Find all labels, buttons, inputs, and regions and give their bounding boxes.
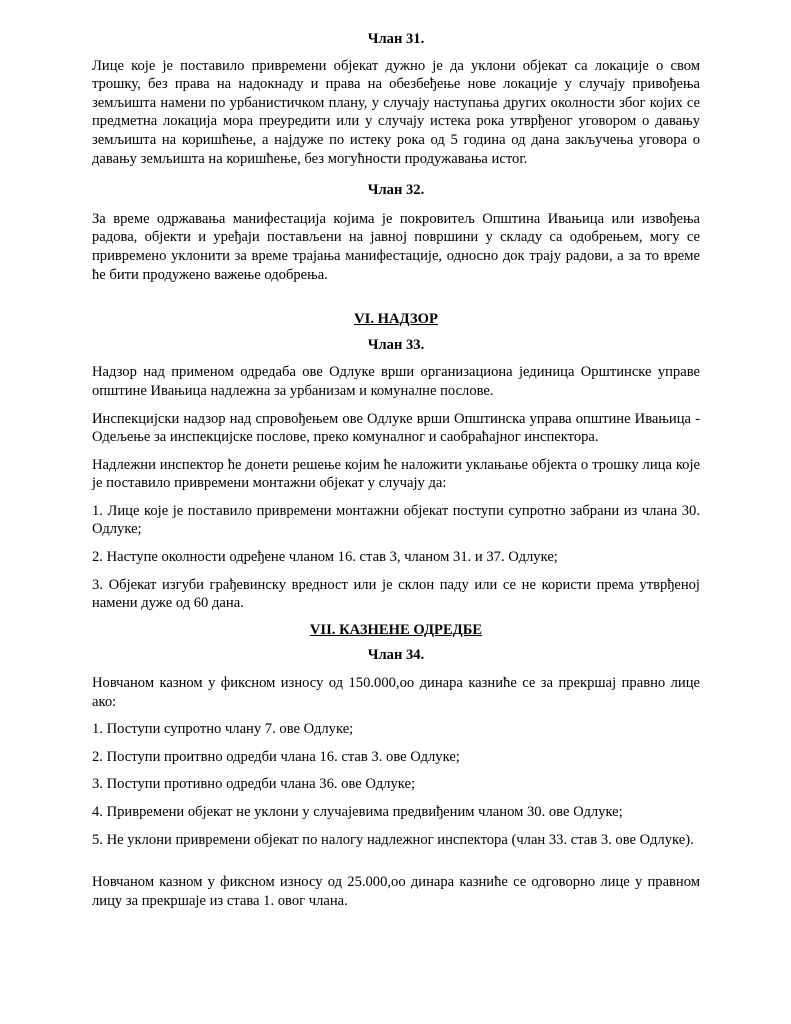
article-33-item-1: 1. Лице које је поставило привремени монтажни објекат поступи супротно забрани из члана 30. Одлуке; (92, 502, 700, 538)
article-34-item-4: 4. Привремени објекат не уклони у случајевима предвиђеним чланом 30. ове Одлуке; (92, 804, 623, 820)
article-32-heading: Члан 32. (367, 182, 425, 199)
section-7-title: VII. КАЗНЕНЕ ОДРЕДБЕ (309, 621, 483, 638)
article-33-item-3: 3. Објекат изгуби грађевинску вредност или је склон паду или се не користи према утврђеној намени дуже од 60 дана. (92, 576, 700, 612)
article-33-item-2: 2. Наступе околности одређене чланом 16. став 3, чланом 31. и 37. Одлуке; (92, 549, 558, 566)
article-31-heading: Члан 31. (367, 31, 425, 47)
article-34-paragraph-2: Новчаном казном у фиксном износу од 25.000,оо динара казниће се одговорно лице у правном лицу за прекршаје из става 1. овог члана. (92, 874, 700, 909)
article-33-paragraph-2: Инспекцијски надзор над спровођењем ове Одлуке врши Општинска управа општине Ивањица - Одељење за инспекцијске послове, преко комуналног и саобраћајног инспектора. (92, 410, 700, 446)
article-33-heading: Члан 33. (367, 336, 425, 353)
article-34-item-2: 2. Поступи проитвно одредби члана 16. став 3. ове Одлуке; (92, 748, 460, 765)
article-31-text: Лице које је поставило привремени објекат дужно је да уклони објекат са локације о свом трошку, без права на надокнаду и права на обезбеђење нове локације у случају привођења земљишта намени по урбанистичком плану, у случају наступања других околности због којих се предметна локација мора преуредити или у случају истека рока утврђеног уговором о давању земљишта на коришћење, а најдуже по истеку рока од 5 година од дана закључења уговора о давању земљишта на коришћење, без могућности продужавања истог. (92, 57, 700, 167)
article-33-paragraph-1: Надзор над применом одредаба ове Одлуке врши организациона јединица Орштинске управе општине Ивањица надлежна за урбанизам и комуналне послове. (92, 364, 700, 399)
document-page (92, 30, 700, 910)
article-34-item-1: 1. Поступи супротно члану 7. ове Одлуке; (92, 721, 354, 738)
article-34-item-3: 3. Поступи противно одредби члана 36. ове Одлуке; (92, 776, 416, 793)
section-6-title: VI. НАДЗОР (354, 311, 438, 328)
article-34-item-5: 5. Не уклони привремени објекат по налогу надлежног инспектора (члан 33. став 3. ове Одлуке). (92, 831, 694, 848)
article-33-paragraph-3: Надлежни инспектор ће донети решење којим ће наложити уклањање објекта о трошку лица које је поставило привремени монтажни објекат у случају да: (92, 456, 700, 492)
article-32-text: За време одржавања манифестација којима је покровитељ Општина Ивањица или извођења радова, објекти и уређаји постављени на јавној површини у складу са одобрењем, могу се привремено уклонити за време трајања манифестације, односно док трају радови, а за то време ће бити продужено важење одобрења. (92, 210, 700, 283)
article-34-paragraph-1: Новчаном казном у фиксном износу од 150.000,оо динара казниће се за прекршај правно лице ако: (92, 675, 700, 710)
article-34-heading: Члан 34. (367, 647, 425, 664)
